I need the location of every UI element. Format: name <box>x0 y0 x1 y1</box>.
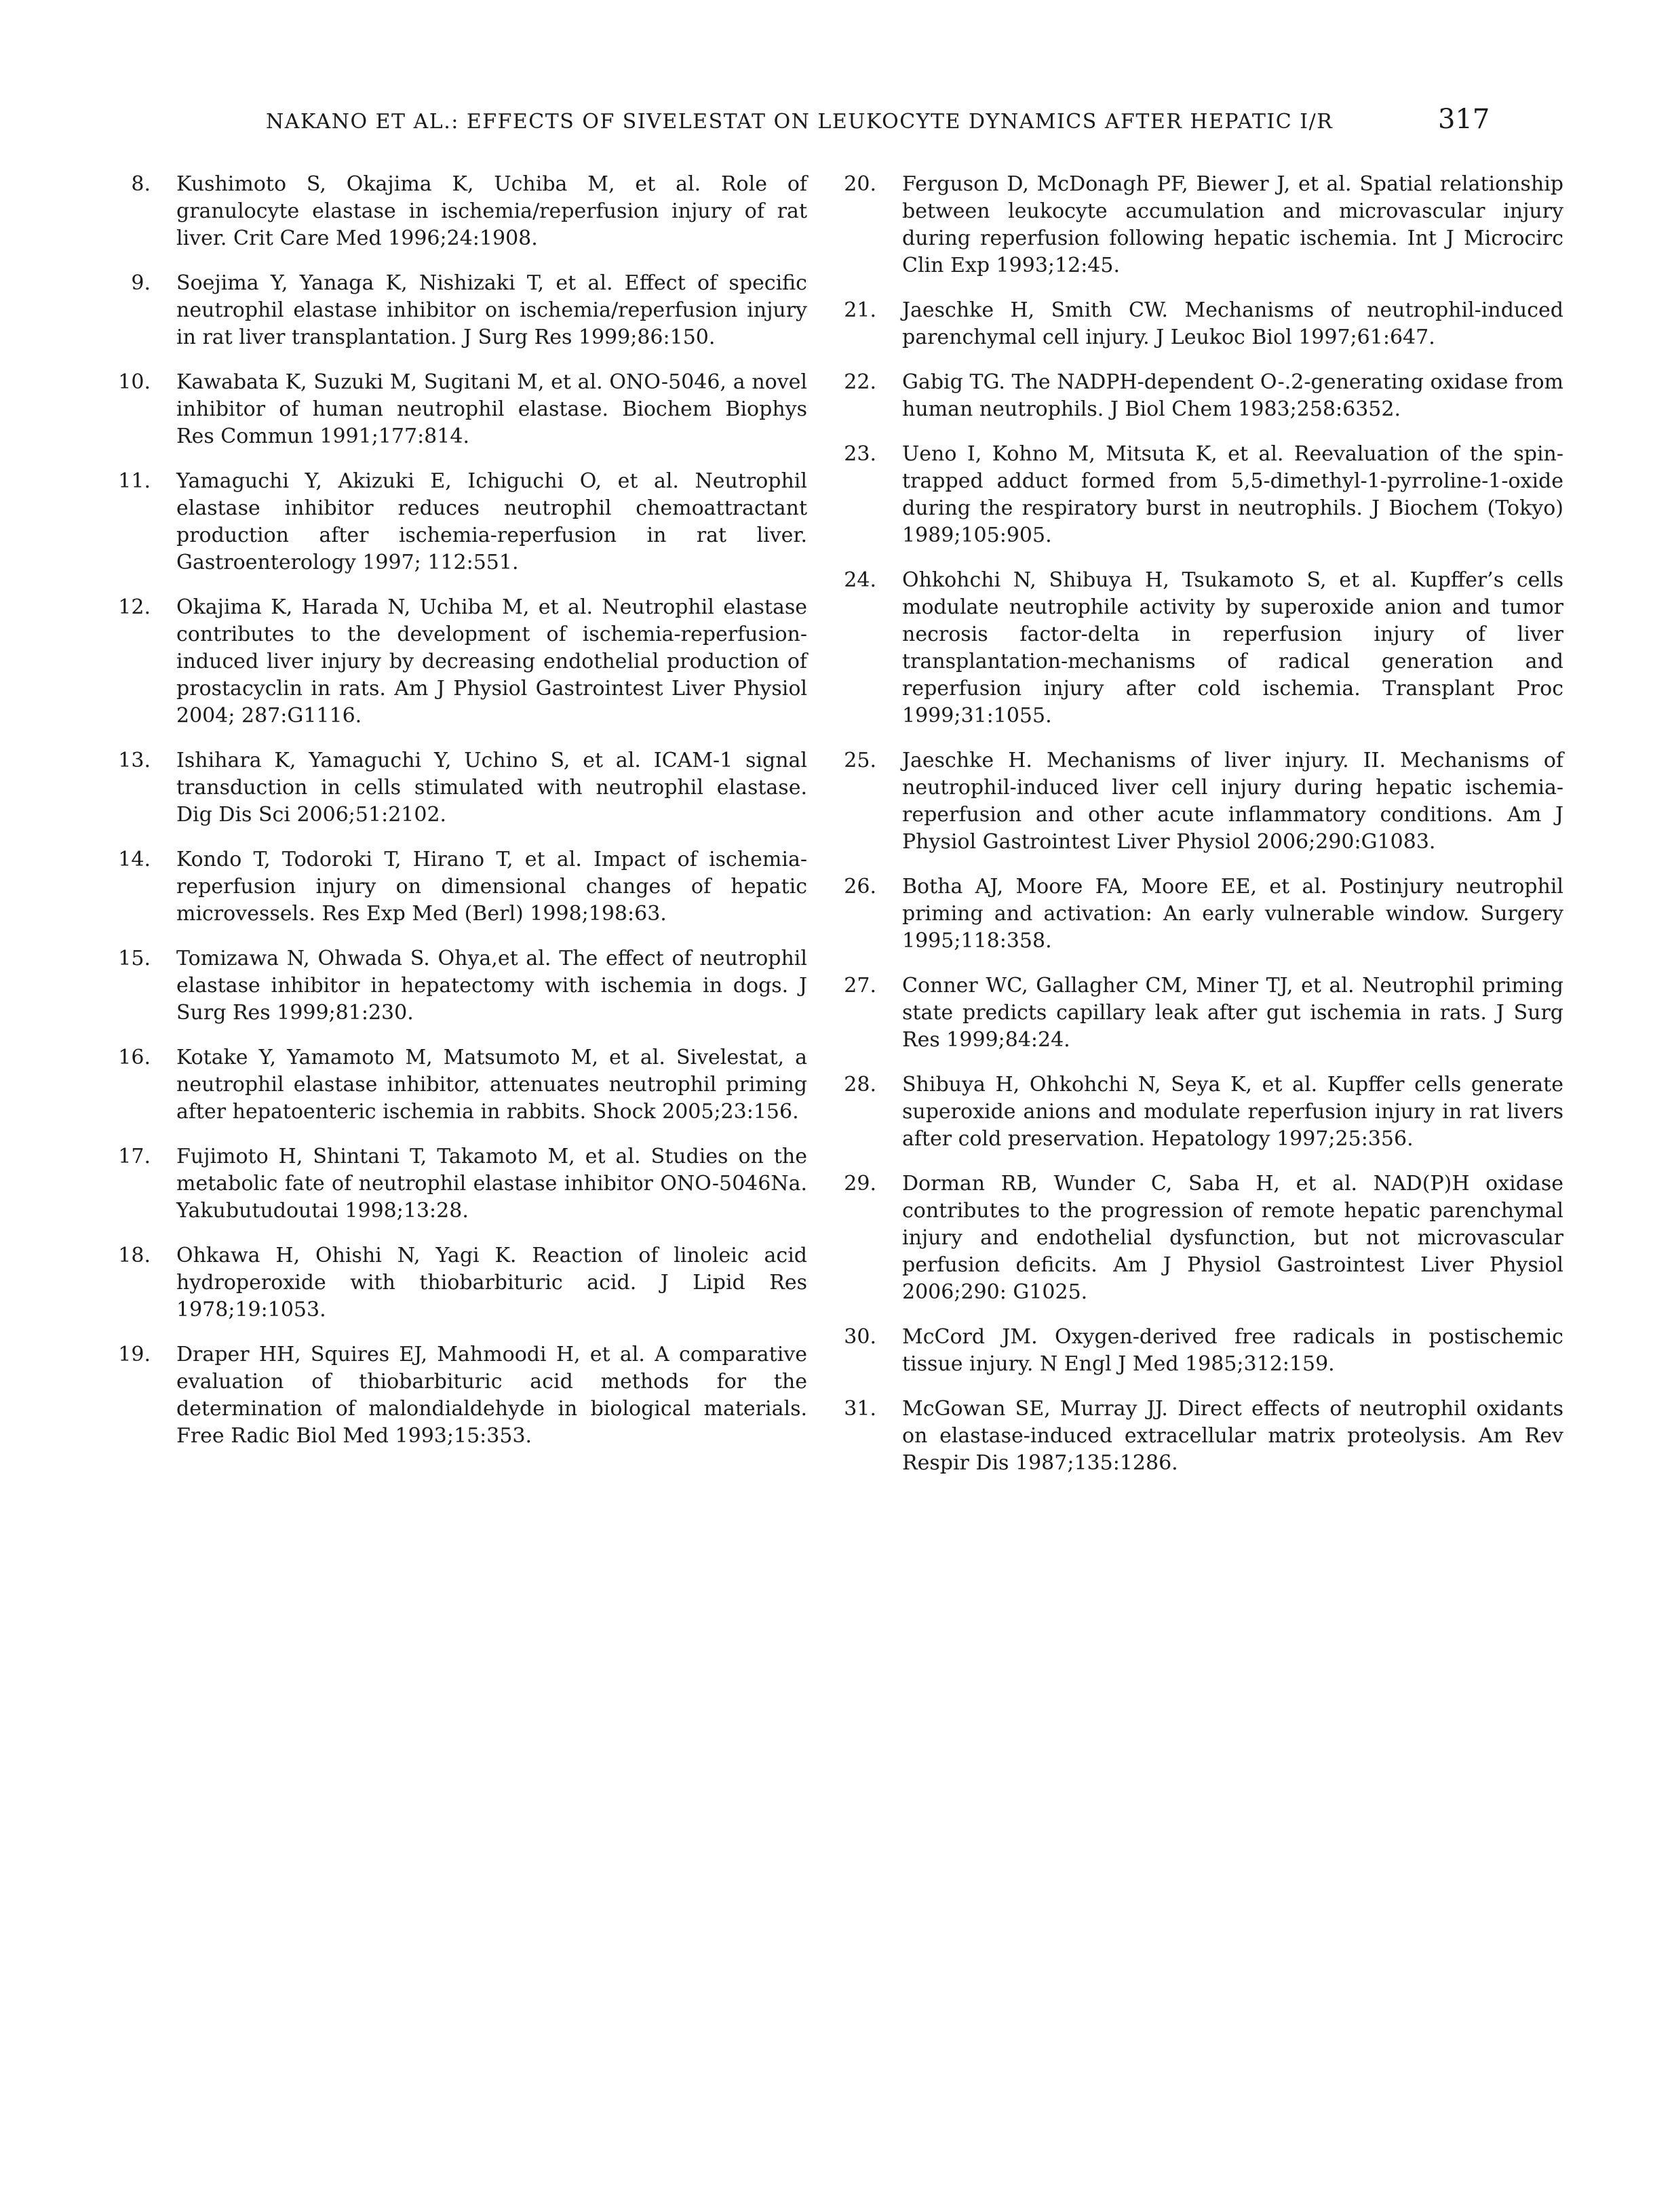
reference-entry <box>828 1170 1563 1306</box>
reference-number: 21. <box>844 298 876 322</box>
reference-text: Ferguson D, McDonagh PF, Biewer J, et al. Spatial relationship between leukocyte accumulation and microvascular injury during reperfusion following hepatic ischemia. Int J Microcirc Clin Exp 1993;12:45. <box>902 172 1563 277</box>
reference-number: 20. <box>844 172 876 196</box>
reference-number: 29. <box>844 1172 876 1196</box>
reference-text: Draper HH, Squires EJ, Mahmoodi H, et al. A comparative evaluation of thiobarbituric acid methods for the determination of malondialdehyde in biological materials. Free Radic Biol Med 1993;15:353. <box>176 1343 807 1448</box>
reference-entry <box>102 594 807 730</box>
references-column-right <box>828 171 1563 1495</box>
reference-text: McGowan SE, Murray JJ. Direct effects of neutrophil oxidants on elastase-induced extracellular matrix proteolysis. Am Rev Respir Dis 1987;135:1286. <box>902 1397 1563 1475</box>
reference-text: Shibuya H, Ohkohchi N, Seya K, et al. Kupffer cells generate superoxide anions and modulate reperfusion injury in rat livers after cold preservation. Hepatology 1997;25:356. <box>902 1073 1563 1151</box>
reference-entry <box>102 1341 807 1450</box>
reference-number: 11. <box>118 469 151 493</box>
reference-entry <box>102 747 807 829</box>
reference-text: Ishihara K, Yamaguchi Y, Uchino S, et al. ICAM-1 signal transduction in cells stimulated with neutrophil elastase. Dig Dis Sci 2006;51:2102. <box>176 749 807 827</box>
reference-entry <box>102 1242 807 1324</box>
reference-entry <box>828 171 1563 279</box>
reference-text: Jaeschke H, Smith CW. Mechanisms of neutrophil-induced parenchymal cell injury. J Leukoc Biol 1997;61:647. <box>902 298 1563 349</box>
reference-text: McCord JM. Oxygen-derived free radicals in postischemic tissue injury. N Engl J Med 1985;312:159. <box>902 1325 1563 1376</box>
reference-entry <box>102 945 807 1027</box>
reference-entry <box>828 369 1563 423</box>
reference-entry <box>828 1071 1563 1153</box>
reference-text: Soejima Y, Yanaga K, Nishizaki T, et al. Effect of specific neutrophil elastase inhibitor on ischemia/reperfusion injury in rat liver transplantation. J Surg Res 1999;86:150. <box>176 271 807 349</box>
page-number: 317 <box>1438 104 1490 135</box>
reference-entry <box>828 297 1563 351</box>
reference-text: Ohkohchi N, Shibuya H, Tsukamoto S, et al. Kupffer’s cells modulate neutrophile activity by superoxide anion and tumor necrosis factor-delta in reperfusion injury of liver transplantation-mechanisms of radical generation and reperfusion injury after cold ischemia. Transplant Proc 1999;31:1055. <box>902 568 1563 728</box>
reference-text: Gabig TG. The NADPH-dependent O-.2-generating oxidase from human neutrophils. J Biol Chem 1983;258:6352. <box>902 370 1563 421</box>
reference-entry <box>102 1143 807 1225</box>
reference-entry <box>102 468 807 576</box>
reference-number: 30. <box>844 1325 876 1349</box>
reference-entry <box>828 567 1563 730</box>
reference-number: 18. <box>118 1244 151 1267</box>
references-column-left <box>102 171 807 1467</box>
reference-text: Conner WC, Gallagher CM, Miner TJ, et al. Neutrophil priming state predicts capillary leak after gut ischemia in rats. J Surg Res 1999;84:24. <box>902 974 1563 1052</box>
reference-entry <box>828 1324 1563 1378</box>
reference-number: 8. <box>131 172 151 196</box>
reference-entry <box>828 1396 1563 1477</box>
reference-number: 22. <box>844 370 876 394</box>
reference-entry <box>102 270 807 351</box>
reference-number: 25. <box>844 749 876 772</box>
reference-number: 9. <box>131 271 151 295</box>
reference-entry <box>828 972 1563 1054</box>
reference-number: 27. <box>844 974 876 998</box>
reference-text: Botha AJ, Moore FA, Moore EE, et al. Postinjury neutrophil priming and activation: An early vulnerable window. Surgery 1995;118:358. <box>902 875 1563 953</box>
reference-text: Yamaguchi Y, Akizuki E, Ichiguchi O, et al. Neutrophil elastase inhibitor reduces neutrophil chemoattractant production after ischemia-reperfusion in rat liver. Gastroenterology 1997; 112:551. <box>176 469 807 574</box>
reference-number: 23. <box>844 442 876 466</box>
reference-number: 31. <box>844 1397 876 1421</box>
reference-number: 14. <box>118 848 151 871</box>
reference-entry <box>828 441 1563 549</box>
reference-text: Ueno I, Kohno M, Mitsuta K, et al. Reevaluation of the spin-trapped adduct formed from 5,5-dimethyl-1-pyrroline-1-oxide during the respiratory burst in neutrophils. J Biochem (Tokyo) 1989;105:905. <box>902 442 1563 547</box>
running-head: NAKANO ET AL.: EFFECTS OF SIVELESTAT ON LEUKOCYTE DYNAMICS AFTER HEPATIC I/R <box>266 110 1334 134</box>
reference-entry <box>102 846 807 928</box>
reference-text: Dorman RB, Wunder C, Saba H, et al. NAD(P)H oxidase contributes to the progression of remote hepatic parenchymal injury and endothelial dysfunction, but not microvascular perfusion deficits. Am J Physiol Gastrointest Liver Physiol 2006;290: G1025. <box>902 1172 1563 1304</box>
reference-text: Jaeschke H. Mechanisms of liver injury. II. Mechanisms of neutrophil-induced liver cell injury during hepatic ischemia-reperfusion and other acute inflammatory conditions. Am J Physiol Gastrointest Liver Physiol 2006;290:G1083. <box>902 749 1563 854</box>
reference-text: Kushimoto S, Okajima K, Uchiba M, et al. Role of granulocyte elastase in ischemia/reperfusion injury of rat liver. Crit Care Med 1996;24:1908. <box>176 172 807 250</box>
reference-number: 12. <box>118 595 151 619</box>
reference-number: 26. <box>844 875 876 898</box>
reference-number: 28. <box>844 1073 876 1097</box>
reference-text: Tomizawa N, Ohwada S. Ohya,et al. The effect of neutrophil elastase inhibitor in hepatectomy with ischemia in dogs. J Surg Res 1999;81:230. <box>176 947 807 1025</box>
reference-text: Ohkawa H, Ohishi N, Yagi K. Reaction of linoleic acid hydroperoxide with thiobarbituric acid. J Lipid Res 1978;19:1053. <box>176 1244 807 1322</box>
reference-entry <box>828 873 1563 955</box>
reference-number: 17. <box>118 1145 151 1168</box>
reference-entry <box>102 171 807 252</box>
reference-text: Kawabata K, Suzuki M, Sugitani M, et al. ONO-5046, a novel inhibitor of human neutrophil elastase. Biochem Biophys Res Commun 1991;177:814. <box>176 370 807 448</box>
reference-text: Fujimoto H, Shintani T, Takamoto M, et al. Studies on the metabolic fate of neutrophil elastase inhibitor ONO-5046Na. Yakubutudoutai 1998;13:28. <box>176 1145 807 1223</box>
reference-number: 24. <box>844 568 876 592</box>
reference-entry <box>102 1044 807 1126</box>
reference-text: Kotake Y, Yamamoto M, Matsumoto M, et al. Sivelestat, a neutrophil elastase inhibitor, attenuates neutrophil priming after hepatoenteric ischemia in rabbits. Shock 2005;23:156. <box>176 1046 807 1124</box>
reference-text: Kondo T, Todoroki T, Hirano T, et al. Impact of ischemia-reperfusion injury on dimensional changes of hepatic microvessels. Res Exp Med (Berl) 1998;198:63. <box>176 848 807 926</box>
reference-entry <box>102 369 807 450</box>
reference-entry <box>828 747 1563 856</box>
reference-number: 19. <box>118 1343 151 1366</box>
reference-number: 10. <box>118 370 151 394</box>
reference-number: 16. <box>118 1046 151 1069</box>
reference-number: 13. <box>118 749 151 772</box>
reference-text: Okajima K, Harada N, Uchiba M, et al. Neutrophil elastase contributes to the development of ischemia-reperfusion-induced liver injury by decreasing endothelial production of prostacyclin in rats. Am J Physiol Gastrointest Liver Physiol 2004; 287:G1116. <box>176 595 807 728</box>
reference-number: 15. <box>118 947 151 970</box>
